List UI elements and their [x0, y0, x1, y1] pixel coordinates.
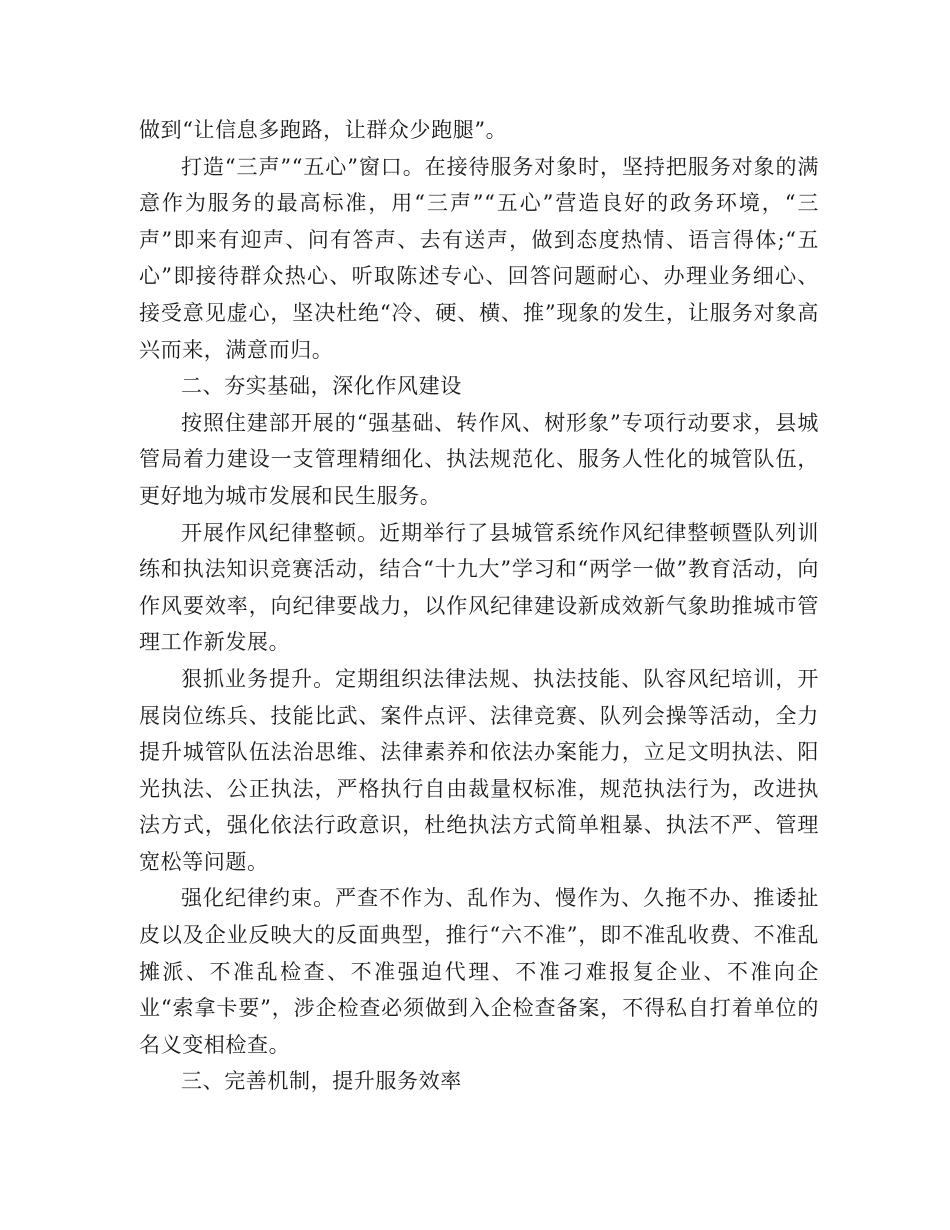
paragraph-business-improvement: 狠抓业务提升。定期组织法律法规、执法技能、队容风纪培训，开展岗位练兵、技能比武、案件点评、法律竞赛、队列会操等活动，全力提升城管队伍法治思维、法律素养和依法办案能力，立足文明执法、阳光执法、公正执法，严格执行自由裁量权标准，规范执法行为，改进执法方式，强化依法行政意识，杜绝执法方式简单粗暴、执法不严、管理宽松等问题。 — [139, 666, 819, 874]
paragraph-continuation: 做到“让信息多跑路，让群众少跑腿”。 — [139, 118, 508, 142]
paragraph-discipline-constraint: 强化纪律约束。严查不作为、乱作为、慢作为、久拖不办、推诿扯皮以及企业反映大的反面典型，推行“六不准”，即不准乱收费、不准乱摊派、不准乱检查、不准强迫代理、不准刁难报复企业、不准向企业“索拿卡要”，涉企检查必须做到入企检查备案，不得私自打着单位的名义变相检查。 — [139, 886, 819, 1057]
paragraph-action-requirements: 按照住建部开展的“强基础、转作风、树形象”专项行动要求，县城管局着力建设一支管理精细化、执法规范化、服务人性化的城管队伍，更好地为城市发展和民生服务。 — [139, 410, 819, 508]
document-body — [139, 112, 819, 1100]
paragraph-discipline-rectification: 开展作风纪律整顿。近期举行了县城管系统作风纪律整顿暨队列训练和执法知识竞赛活动，结合“十九大”学习和“两学一做”教育活动，向作风要效率，向纪律要战力，以作风纪律建设新成效新气象助推城市管理工作新发展。 — [139, 520, 819, 655]
paragraph-service-window: 打造“三声”“五心”窗口。在接待服务对象时，坚持把服务对象的满意作为服务的最高标准，用“三声”“五心”营造良好的政务环境，“三声”即来有迎声、问有答声、去有送声，做到态度热情、语言得体;“五心”即接待群众热心、听取陈述专心、回答问题耐心、办理业务细心、接受意见虚心，坚决杜绝“冷、硬、横、推”现象的发生，让服务对象高兴而来，满意而归。 — [139, 154, 819, 362]
section-heading-two: 二、夯实基础，深化作风建设 — [181, 374, 462, 399]
section-heading-three: 三、完善机制，提升服务效率 — [181, 1069, 462, 1094]
